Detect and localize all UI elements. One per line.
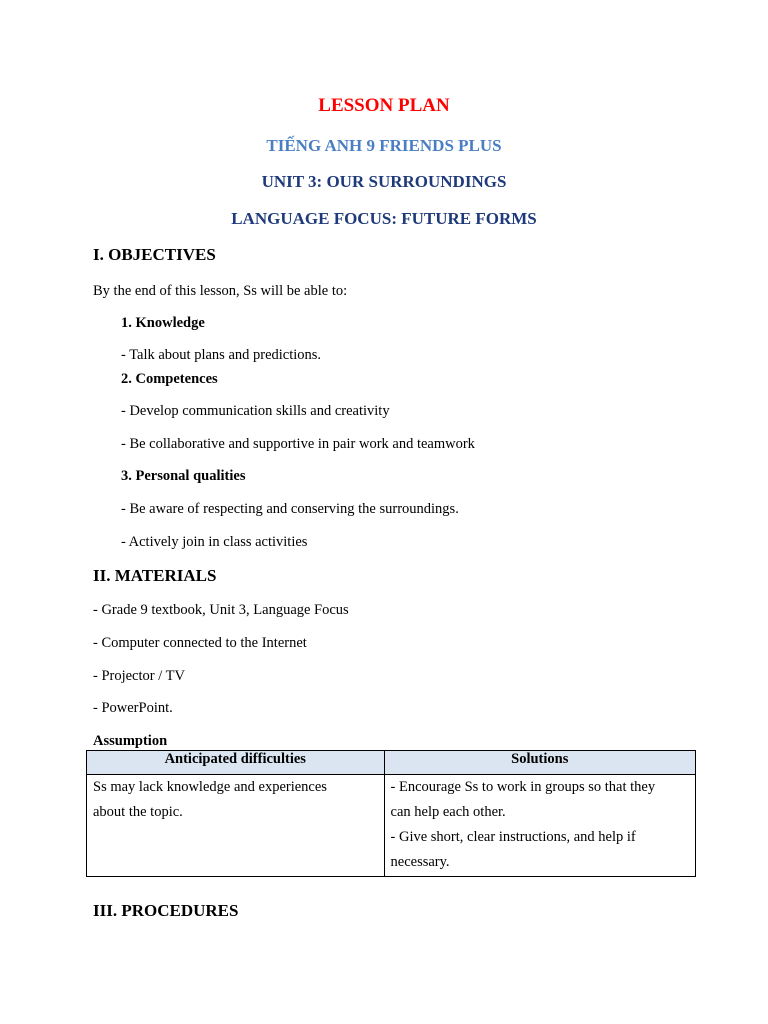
materials-item: - Projector / TV — [93, 668, 185, 684]
procedures-heading: III. PROCEDURES — [93, 901, 239, 920]
competences-item: - Be collaborative and supportive in pair work and teamwork — [121, 436, 475, 452]
course-subtitle: TIẾNG ANH 9 FRIENDS PLUS — [266, 136, 502, 155]
objectives-heading: I. OBJECTIVES — [93, 245, 216, 264]
table-row — [87, 775, 696, 877]
column-header-solutions: Solutions — [384, 751, 695, 775]
difficulty-cell — [87, 775, 385, 877]
competences-heading: 2. Competences — [121, 371, 218, 387]
materials-item: - PowerPoint. — [93, 700, 173, 716]
knowledge-heading: 1. Knowledge — [121, 315, 205, 331]
competences-item: - Develop communication skills and creativity — [121, 403, 390, 419]
knowledge-item: - Talk about plans and predictions. — [121, 347, 322, 363]
objectives-intro: By the end of this lesson, Ss will be able to: — [93, 283, 348, 299]
materials-heading: II. MATERIALS — [93, 566, 217, 585]
difficulty-line: Ss may lack knowledge and experiences — [93, 779, 327, 795]
solution-line: necessary. — [390, 854, 450, 870]
lesson-focus-title: LANGUAGE FOCUS: FUTURE FORMS — [231, 209, 537, 228]
solution-line: can help each other. — [390, 804, 506, 820]
unit-title: UNIT 3: OUR SURROUNDINGS — [261, 172, 507, 191]
solution-line: - Give short, clear instructions, and help if — [390, 829, 636, 845]
materials-item: - Computer connected to the Internet — [93, 635, 307, 651]
materials-item: - Grade 9 textbook, Unit 3, Language Focus — [93, 602, 349, 618]
solution-line: - Encourage Ss to work in groups so that they — [390, 779, 656, 795]
column-header-difficulties: Anticipated difficulties — [87, 751, 385, 775]
table-header-row — [87, 751, 696, 775]
personal-qualities-heading: 3. Personal qualities — [121, 468, 246, 484]
assumption-label: Assumption — [93, 733, 168, 749]
personal-qualities-item: - Be aware of respecting and conserving the surroundings. — [121, 501, 459, 517]
assumption-table — [86, 750, 696, 877]
difficulty-line: about the topic. — [93, 804, 183, 820]
document-title: LESSON PLAN — [318, 95, 450, 116]
personal-qualities-item: - Actively join in class activities — [121, 534, 308, 550]
solution-cell — [384, 775, 695, 877]
